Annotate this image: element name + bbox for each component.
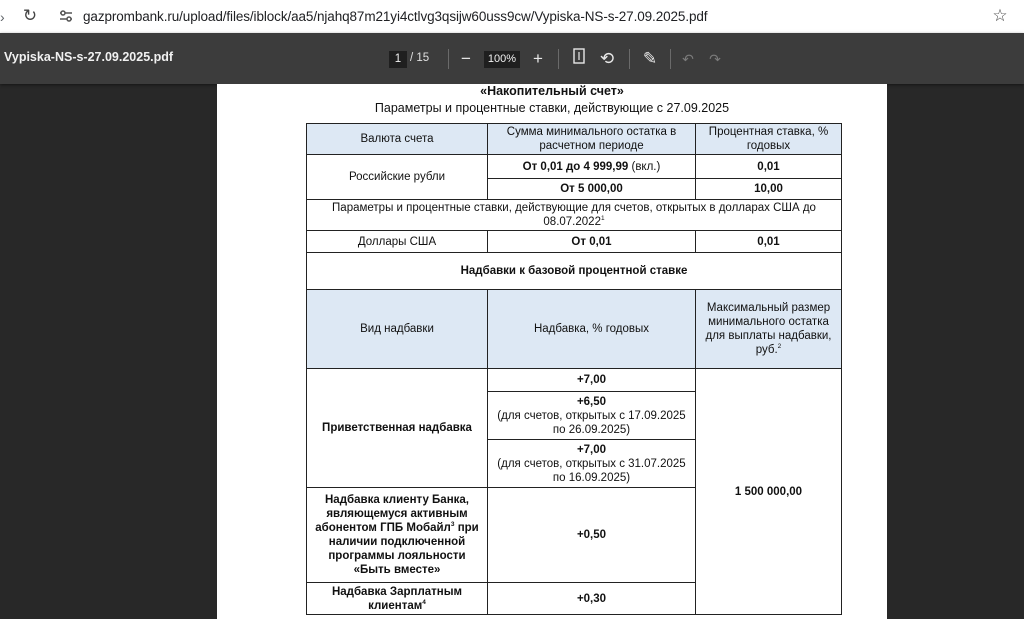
annotate-pen-icon[interactable]: ✎	[642, 49, 658, 68]
active-client-label: Надбавка клиенту Банка, являющемуся активным абонентом ГПБ Мобайл$^3$ при наличии подключенной программы лояльности «Быть вместе»	[307, 488, 488, 583]
forward-icon[interactable]: ›	[0, 9, 5, 25]
max-amount: 1 500 000,00	[696, 369, 842, 615]
pdf-file-name: Vypiska-NS-s-27.09.2025.pdf	[4, 50, 174, 64]
welcome-bonus-1: +7,00	[488, 369, 696, 392]
welcome-bonus-3: +7,00 (для счетов, открытых с 31.07.2025 по 16.09.2025)	[488, 440, 696, 488]
header-bonus-value: Надбавка, % годовых	[488, 290, 696, 369]
pdf-page	[217, 84, 887, 619]
rub-rate-2: 10,00	[696, 179, 842, 200]
toolbar-divider	[558, 49, 559, 69]
currency-rub: Российские рубли	[307, 155, 488, 200]
header-rate: Процентная ставка, % годовых	[696, 124, 842, 155]
header-bonus-max: Максимальный размер минимального остатка для выплаты надбавки, руб.$^2$	[696, 290, 842, 369]
page-total: / 15	[410, 52, 430, 64]
salary-client-label: Надбавка Зарплатным клиентам$^4$	[307, 583, 488, 615]
header-bonus-type: Вид надбавки	[307, 290, 488, 369]
rub-range-1: От 0,01 до 4 999,99 (вкл.)	[488, 155, 696, 179]
rub-rate-1: 0,01	[696, 155, 842, 179]
page-number-input[interactable]: 1	[389, 51, 407, 68]
welcome-bonus-2: +6,50 (для счетов, открытых с 17.09.2025 по 26.09.2025)	[488, 392, 696, 440]
document-title: «Накопительный счет»	[480, 84, 624, 98]
zoom-input[interactable]: 100%	[484, 51, 520, 68]
bonus-section-title: Надбавки к базовой процентной ставке	[307, 253, 842, 290]
pdf-toolbar	[0, 33, 1024, 84]
reload-icon[interactable]: ↻	[22, 6, 38, 25]
url-field[interactable]: gazprombank.ru/upload/files/iblock/aa5/njahq87m21yi4ctlvg3qsijw60uss9cw/Vypiska-NS-s-27.09.2025.pdf	[83, 9, 708, 24]
rub-range-2: От 5 000,00	[488, 179, 696, 200]
document-subtitle: Параметры и процентные ставки, действующие с 27.09.2025	[374, 101, 730, 115]
usd-range: От 0,01	[488, 231, 696, 253]
usd-rate: 0,01	[696, 231, 842, 253]
header-min-balance: Сумма минимального остатка в расчетном периоде	[488, 124, 696, 155]
undo-icon[interactable]: ↶	[682, 51, 694, 67]
rates-table	[306, 123, 842, 615]
redo-icon[interactable]: ↷	[709, 51, 721, 67]
currency-usd: Доллары США	[307, 231, 488, 253]
rotate-icon[interactable]: ⟲	[599, 49, 615, 68]
address-bar	[0, 0, 1024, 33]
bookmark-star-icon[interactable]: ☆	[992, 6, 1008, 25]
header-currency: Валюта счета	[307, 124, 488, 155]
usd-note: Параметры и процентные ставки, действующие для счетов, открытых в долларах США до 08.07.2022$^1$	[307, 200, 842, 231]
toolbar-divider	[670, 49, 671, 69]
zoom-out-icon[interactable]: −	[461, 49, 471, 68]
welcome-bonus-label: Приветственная надбавка	[307, 369, 488, 488]
toolbar-divider	[629, 49, 630, 69]
site-info-icon[interactable]	[58, 8, 74, 24]
active-client-bonus: +0,50	[488, 488, 696, 583]
toolbar-divider	[448, 49, 449, 69]
salary-client-bonus: +0,30	[488, 583, 696, 615]
fit-page-icon[interactable]	[569, 48, 589, 70]
zoom-in-icon[interactable]: +	[533, 49, 543, 68]
